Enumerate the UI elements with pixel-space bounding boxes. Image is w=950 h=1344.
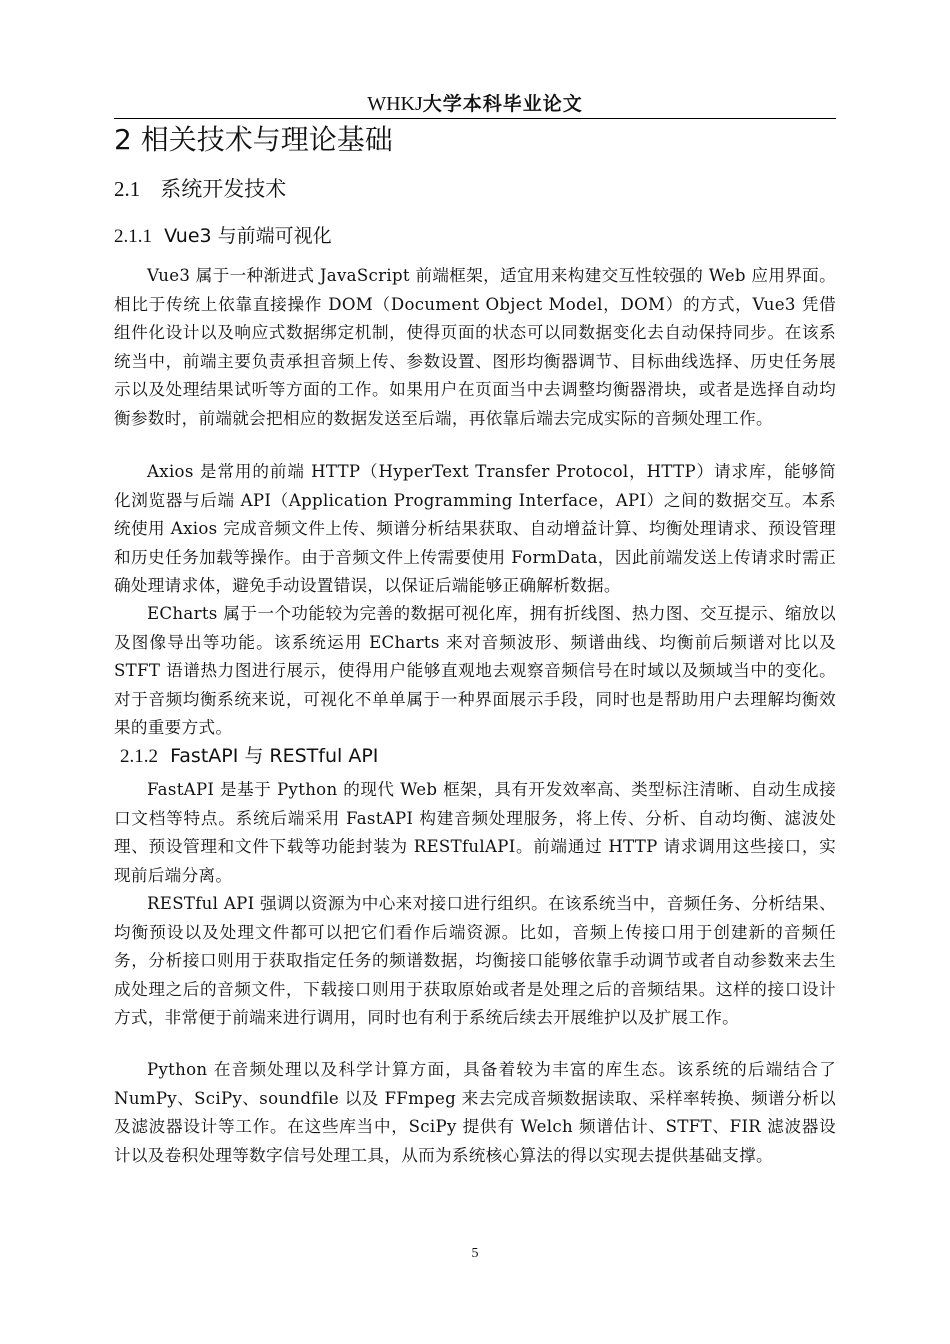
section-title: 系统开发技术 <box>160 177 287 201</box>
paragraph: Axios 是常用的前端 HTTP（HyperText Transfer Protocol，HTTP）请求库，能够简化浏览器与后端 API（Application Programming Interface，API）之间的数据交互。本系统使用 Axios 完成音频文件上传、频谱分析结果获取、自动增益计算、均衡处理请求、预设管理和历史任务加载等操作。由于音频文件上传需要使用 FormData，因此前端发送上传请求时需正确处理请求体，避免手动设置错误，以保证后端能够正确解析数据。 <box>114 462 836 596</box>
subsection-title: FastAPI 与 RESTful API <box>170 745 379 767</box>
paragraph: RESTful API 强调以资源为中心来对接口进行组织。在该系统当中，音频任务、分析结果、均衡预设以及处理文件都可以把它们看作后端资源。比如，音频上传接口用于创建新的音频任务，分析接口则用于获取指定任务的频谱数据，均衡接口能够依靠手动调节或者自动参数来去生成处理之后的音频文件，下载接口则用于获取原始或者是处理之后的音频结果。这样的接口设计方式，非常便于前端来进行调用，同时也有利于系统后续去开展维护以及扩展工作。 <box>114 894 836 1028</box>
running-header <box>114 90 836 119</box>
subsection-heading <box>120 742 378 771</box>
header-latin: WHKJ <box>367 93 423 115</box>
header-title: 大学本科毕业论文 <box>422 93 583 115</box>
page-number: 5 <box>471 1246 479 1261</box>
paragraph: FastAPI 是基于 Python 的现代 Web 框架，具有开发效率高、类型标注清晰、自动生成接口文档等特点。系统后端采用 FastAPI 构建音频处理服务，将上传、分析、自动均衡、滤波处理、预设管理和文件下载等功能封装为 RESTfulAPI。前端通过 HTTP 请求调用这些接口，实现前后端分离。 <box>114 780 836 885</box>
section-number: 2.1 <box>114 177 141 201</box>
paragraph: Vue3 属于一种渐进式 JavaScript 前端框架，适宜用来构建交互性较强的 Web 应用界面。相比于传统上依靠直接操作 DOM（Document Object Model，DOM）的方式，Vue3 凭借组件化设计以及响应式数据绑定机制，使得页面的状态可以同数据变化去自动保持同步。在该系统当中，前端主要负责承担音频上传、参数设置、图形均衡器调节、目标曲线选择、历史任务展示以及处理结果试听等方面的工作。如果用户在页面当中去调整均衡器滑块，或者是选择自动均衡参数时，前端就会把相应的数据发送至后端，再依靠后端去完成实际的音频处理工作。 <box>114 266 836 428</box>
paragraph: Python 在音频处理以及科学计算方面，具备着较为丰富的库生态。该系统的后端结合了 NumPy、SciPy、soundfile 以及 FFmpeg 来去完成音频数据读取、采样率转换、频谱分析以及滤波器设计等工作。在这些库当中，SciPy 提供有 Welch 频谱估计、STFT、FIR 滤波器设计以及卷积处理等数字信号处理工具，从而为系统核心算法的得以实现去提供基础支撑。 <box>114 1060 836 1165</box>
section-heading <box>114 174 286 204</box>
subsection-heading <box>114 222 332 251</box>
subsection-number: 2.1.1 <box>114 226 152 247</box>
paragraph: ECharts 属于一个功能较为完善的数据可视化库，拥有折线图、热力图、交互提示、缩放以及图像导出等功能。该系统运用 ECharts 来对音频波形、频谱曲线、均衡前后频谱对比以及 STFT 语谱热力图进行展示，使得用户能够直观地去观察音频信号在时域以及频域当中的变化。对于音频均衡系统来说，可视化不单单属于一种界面展示手段，同时也是帮助用户去理解均衡效果的重要方式。 <box>114 604 836 738</box>
subsection-number: 2.1.2 <box>120 746 158 767</box>
subsection-title: Vue3 与前端可视化 <box>164 225 332 247</box>
chapter-title: 2 相关技术与理论基础 <box>114 123 393 156</box>
